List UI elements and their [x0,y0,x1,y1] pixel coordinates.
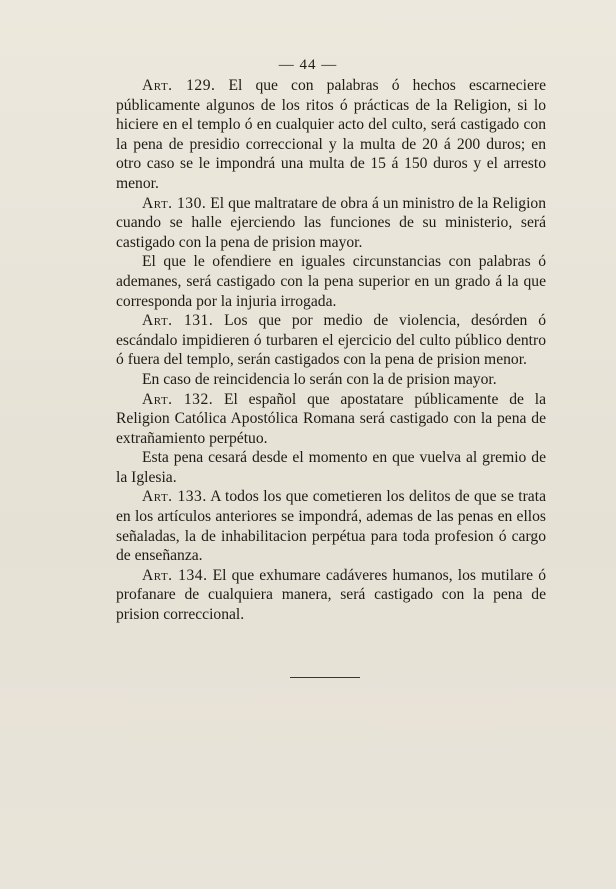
article-label: Art. 130. [142,194,207,212]
paragraph-art-132 [116,390,546,449]
article-text: El que con palabras ó hechos escarneciere públicamente algunos de los ritos ó prácticas de la Religion, si lo hiciere en el templo ó en cualquier acto del culto, será castigado con la pena de presidio correccional y la multa de 20 á 200 duros; en otro caso se le impondrá una multa de 15 á 150 duros y el arresto menor. [116,77,546,192]
article-label: Art. 133. [142,488,207,506]
paragraph-art-132-cont [116,448,546,487]
article-text: El que exhumare cadáveres humanos, los mutilare ó profanare de cualquiera manera, será castigado con la pena de prision correccional. [116,566,546,624]
article-label: Art. 131. [142,312,214,330]
article-text: El español que apostatare públicamente de la Religion Católica Apostólica Romana será castigado con la pena de extrañamiento perpétuo. [116,390,546,447]
article-text: A todos los que cometieren los delitos de que se trata en los artículos anteriores se impondrá, ademas de las penas en ellos señaladas, la de inhabilitacion perpétua para toda profesion ó cargo de enseñanza. [116,488,546,565]
page-number: — 44 — [278,57,338,73]
article-text: El que maltratare de obra á un ministro de la Religion cuando se halle ejerciendo las funciones de su ministerio, será castigado con la pena de prision mayor. [116,194,547,251]
paragraph-art-131-cont [116,370,546,390]
paragraph-art-134 [116,566,546,625]
article-text: Los que por medio de violencia, desórden ó escándalo impidieren ó turbaren el ejercicio del culto público dentro ó fuera del templo, serán castigados con la pena de prision menor. [116,312,546,369]
article-text: Esta pena cesará desde el momento en que vuelva al gremio de la Iglesia. [116,449,546,486]
article-label: Art. 132. [142,390,214,408]
paragraph-art-129 [116,76,546,194]
paragraph-art-130 [116,194,546,253]
divider-rule [290,677,360,678]
body-text [116,76,546,625]
article-text: En caso de reincidencia lo serán con la de prision mayor. [142,370,497,388]
paragraph-art-133 [116,487,546,565]
article-label: Art. 134. [142,566,208,584]
paragraph-art-130-cont [116,252,546,311]
article-label: Art. 129. [142,77,216,94]
paragraph-art-131 [116,311,546,370]
article-text: El que le ofendiere en iguales circunstancias con palabras ó ademanes, será castigado con la pena superior en un grado á la que corresponda por la injuria irrogada. [116,253,546,310]
